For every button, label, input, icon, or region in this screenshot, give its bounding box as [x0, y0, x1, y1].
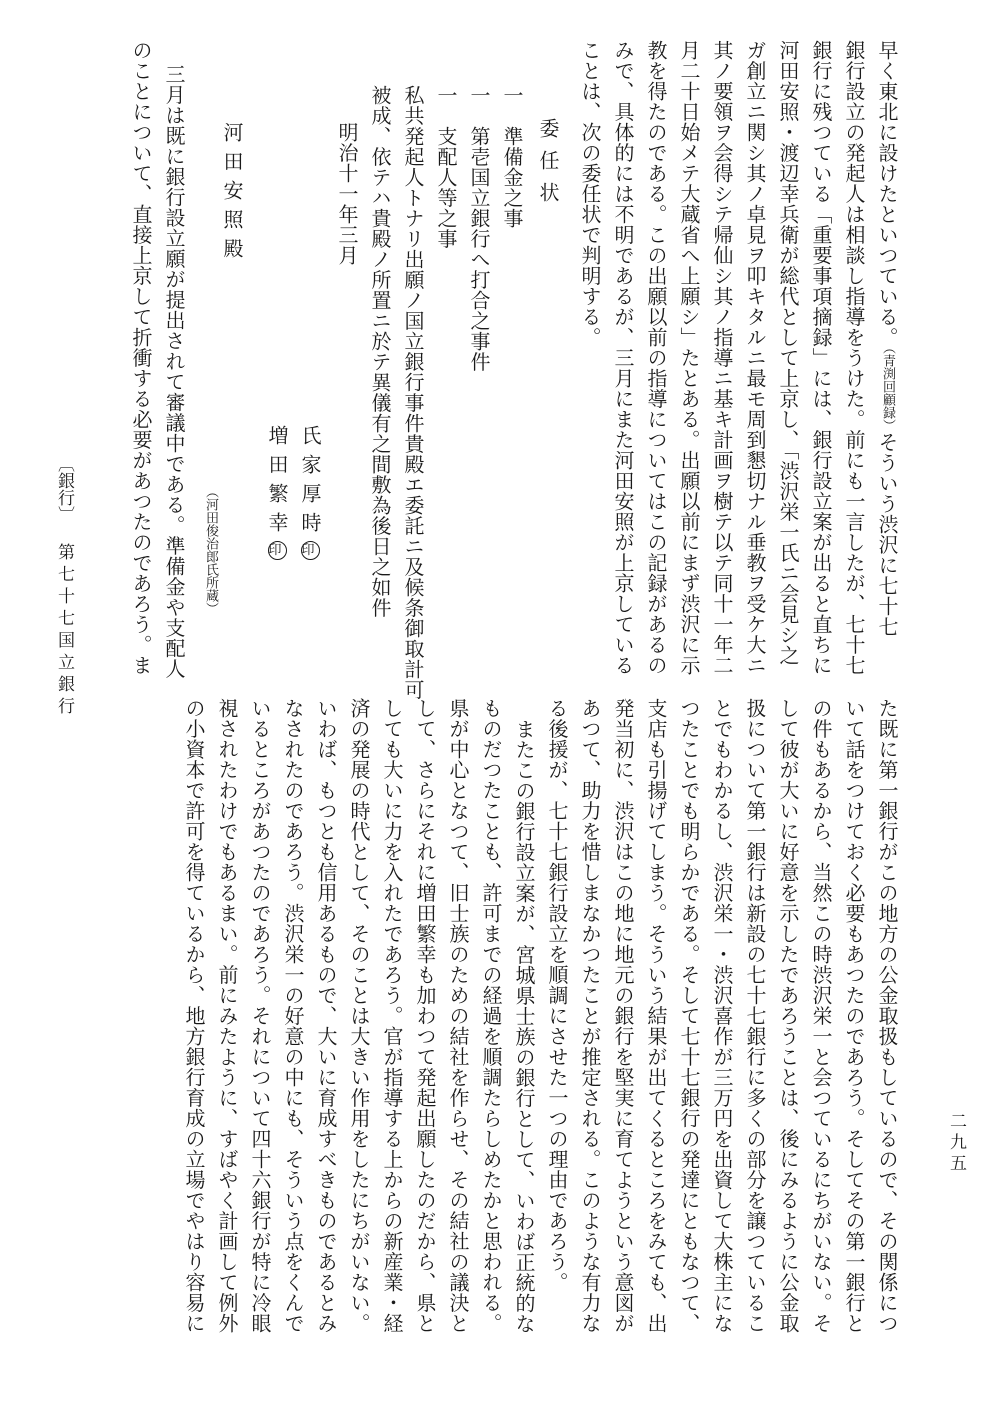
- text-column: しても大いに力を入れたであろう。官が指導する上からの新産業・経: [380, 698, 404, 1334]
- running-header: 第七十七国立銀行: [54, 543, 74, 719]
- document-item: 一 準備金之事: [500, 85, 524, 229]
- text-column: いわば、もつとも信用あるもので、大いに育成すべきものであるとみ: [314, 698, 338, 1334]
- text-column: またこの銀行設立案が、宮城県士族の銀行として、いわば正統的な: [512, 719, 536, 1334]
- document-title: 委任状: [536, 118, 560, 214]
- text-column: 三月は既に銀行設立願が提出されて審議中である。準備金や支配人: [162, 64, 186, 679]
- text-column: なされたのであろう。渋沢栄一の好意の中にも、そういう点をくんで: [281, 698, 305, 1334]
- signer: 増田繁幸印: [265, 425, 291, 558]
- text-column: ことは、次の委任状で判明する。: [578, 40, 602, 348]
- text-column: 銀行に残つている「重要事項摘録」には、銀行設立案が出ると直ちに: [809, 40, 833, 676]
- text-column: 支店も引揚げてしまう。そういう結果が出てくるところをみても、出: [644, 698, 668, 1334]
- text-column: 視されたわけでもあるまい。前にみたように、すばやく計画して例外: [215, 698, 239, 1334]
- text-column: 発当初に、渋沢はこの地に地元の銀行を堅実に育てようという意図が: [611, 698, 635, 1334]
- document-date: 明治十一年三月: [335, 122, 359, 266]
- document-body: 被成、依テハ貴殿ノ所置ニ於テ異儀有之間敷為後日之如件: [368, 85, 392, 618]
- text-column: の小資本で許可を得ているから、地方銀行育成の立場でやはり容易に: [182, 698, 206, 1334]
- text-column: 扱について第一銀行は新設の七十七銀行に多くの部分を譲つているこ: [743, 698, 767, 1334]
- text-column: 済の発展の時代として、そのことは大きい作用をしたにちがいない。: [347, 698, 371, 1334]
- text-column: して、さらにそれに増田繁幸も加わつて発起出願したのだから、県と: [413, 698, 437, 1334]
- text-column: ガ創立ニ関シ其ノ卓見ヲ叩キタルニ最モ周到懇切ナル垂教ヲ受ケ大ニ: [743, 40, 767, 676]
- text-column: みで、具体的には不明であるが、三月にまた河田安照が上京している: [611, 40, 635, 676]
- page-number: 二九五: [946, 1112, 966, 1175]
- text-column: た既に第一銀行がこの地方の公金取扱もしているので、その関係につ: [875, 698, 899, 1334]
- text-column: 銀行設立の発起人は相談し指導をうけた。前にも一言したが、七十七: [842, 40, 866, 676]
- source-note: （河田俊治郎氏所蔵）: [203, 485, 218, 615]
- addressee: 河田安照殿: [220, 122, 244, 267]
- source-note: （青渕回顧録）: [880, 347, 895, 432]
- document-item: 一 支配人等之事: [434, 85, 458, 249]
- text-column: 県が中心となつて、旧士族のための結社を作らせ、その結社の議決と: [446, 698, 470, 1334]
- text-column: いるところがあつたのであろう。それについて四十六銀行が特に冷眼: [248, 698, 272, 1334]
- text-column: 河田安照・渡辺幸兵衛が総代として上京し、「渋沢栄一氏ニ会見シ之: [776, 40, 800, 666]
- text-column: る後援が、七十七銀行設立を順調にさせた一つの理由であろう。: [545, 698, 569, 1293]
- document-item: 一 第壱国立銀行へ打合之事件: [467, 85, 491, 372]
- text-column: して彼が大いに好意を示したであろうことは、後にみるように公金取: [776, 698, 800, 1334]
- document-body: 私共発起人トナリ出願ノ国立銀行事件貴殿エ委託ニ及候条御取計可: [401, 85, 425, 700]
- text-column: 早く東北に設けたといつている。（青渕回顧録）そういう渋沢に七十七: [875, 40, 899, 637]
- seal-mark: 印: [301, 543, 324, 558]
- text-column: の件もあるから、当然この時渋沢栄一と会つているにちがいない。そ: [809, 698, 833, 1334]
- text-column: のことについて、直接上京して折衝する必要があつたのであろう。ま: [129, 40, 153, 676]
- text-column: ものだつたことも、許可までの経過を順調たらしめたかと思われる。: [479, 698, 503, 1334]
- text-column: 其ノ要領ヲ会得シテ帰仙シ其ノ指導ニ基キ計画ヲ樹テ以テ同十一年二: [710, 40, 734, 676]
- text-column: あつて、助力を惜しまなかつたことが推定される。このような有力な: [578, 698, 602, 1334]
- text-column: いて話をつけておく必要もあつたのであろう。そしてその第一銀行と: [842, 698, 866, 1334]
- text-column: とでもわかるし、渋沢栄一・渋沢喜作が三万円を出資して大株主にな: [710, 698, 734, 1334]
- text-column: つたことでも明らかである。そして七十七銀行の発達にともなつて、: [677, 698, 701, 1334]
- signer: 氏家厚時印: [298, 425, 324, 558]
- section-label: 〔銀行〕: [54, 455, 74, 523]
- text-column: 教を得たのである。この出願以前の指導についてはこの記録があるの: [644, 40, 668, 676]
- text-column: 月二十日始メテ大蔵省へ上願シ」たとある。出願以前にまず渋沢に示: [677, 40, 701, 676]
- seal-mark: 印: [268, 543, 291, 558]
